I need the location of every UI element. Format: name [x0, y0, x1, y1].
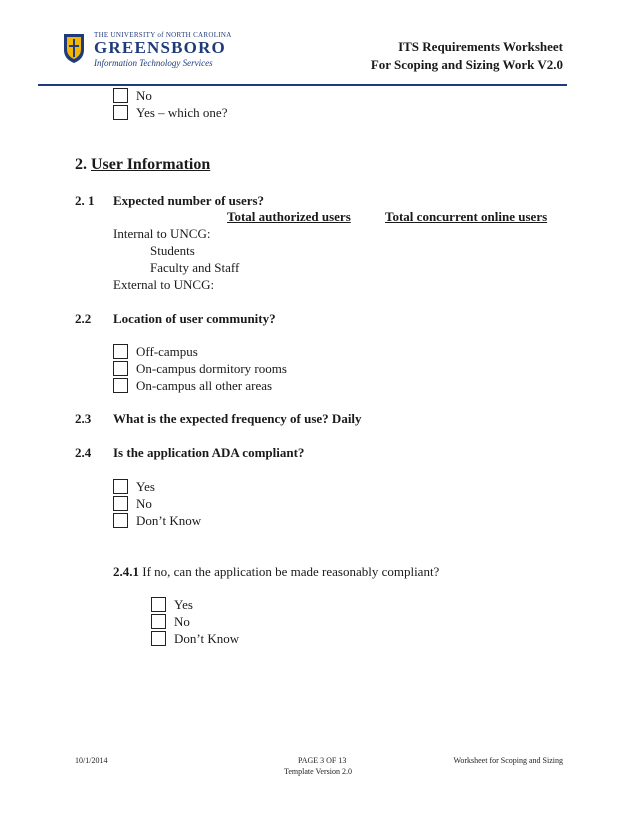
logo-university-line: THE UNIVERSITY of NORTH CAROLINA: [94, 31, 232, 39]
option-label: No: [174, 614, 190, 629]
subquestion-number: 2.4.1: [113, 564, 139, 579]
checkbox-compliant-yes[interactable]: [151, 597, 166, 612]
option-label: On-campus dormitory rooms: [136, 361, 287, 376]
checkbox-other-areas[interactable]: [113, 378, 128, 393]
row-label: Faculty and Staff: [150, 260, 240, 275]
option-label: Yes: [174, 597, 193, 612]
checkbox-compliant-no[interactable]: [151, 614, 166, 629]
checkbox-ada-dont-know[interactable]: [113, 513, 128, 528]
checkbox-ada-yes[interactable]: [113, 479, 128, 494]
question-number: 2. 1: [75, 193, 95, 208]
option-label: Yes: [136, 479, 155, 494]
option-label: No: [136, 496, 152, 511]
header-rule: [38, 84, 567, 86]
question-text: Is the application ADA compliant?: [113, 445, 305, 460]
logo-its-line: Information Technology Services: [94, 58, 213, 68]
footer-doc-title: Worksheet for Scoping and Sizing: [453, 756, 563, 765]
checkbox-prev-no[interactable]: [113, 88, 128, 103]
header-subtitle: For Scoping and Sizing Work V2.0: [370, 57, 563, 72]
question-text: What is the expected frequency of use? Daily: [113, 411, 362, 426]
option-label: Yes – which one?: [136, 105, 228, 120]
question-number: 2.4: [75, 445, 92, 460]
section-number: 2.: [75, 156, 87, 173]
question-text: Location of user community?: [113, 311, 276, 326]
checkbox-compliant-dont-know[interactable]: [151, 631, 166, 646]
option-label: On-campus all other areas: [136, 378, 273, 393]
column-header-concurrent: Total concurrent online users: [385, 209, 548, 224]
option-label: Don’t Know: [136, 513, 202, 528]
column-header-authorized: Total authorized users: [227, 209, 351, 224]
subquestion: [113, 564, 439, 580]
uncg-shield-icon: [62, 32, 86, 64]
row-label: Students: [150, 243, 195, 258]
option-label: No: [136, 88, 152, 103]
option-label: Don’t Know: [174, 631, 240, 646]
question-text: Expected number of users?: [113, 193, 265, 208]
row-label: External to UNCG:: [113, 277, 215, 292]
question-number: 2.3: [75, 411, 92, 426]
header-title: ITS Requirements Worksheet: [398, 39, 563, 54]
footer-page-number: PAGE 3 OF 13: [298, 756, 347, 765]
option-label: Off-campus: [136, 344, 198, 359]
subquestion-text: If no, can the application be made reasonably compliant?: [139, 564, 440, 579]
row-label: Internal to UNCG:: [113, 226, 211, 241]
checkbox-prev-yes[interactable]: [113, 105, 128, 120]
section-title: User Information: [91, 156, 211, 173]
question-number: 2.2: [75, 311, 92, 326]
footer-date: 10/1/2014: [75, 756, 108, 765]
footer-template-version: Template Version 2.0: [284, 767, 352, 776]
checkbox-off-campus[interactable]: [113, 344, 128, 359]
section-heading: [75, 156, 210, 174]
checkbox-dormitory[interactable]: [113, 361, 128, 376]
checkbox-ada-no[interactable]: [113, 496, 128, 511]
logo-greensboro: GREENSBORO: [94, 38, 226, 57]
